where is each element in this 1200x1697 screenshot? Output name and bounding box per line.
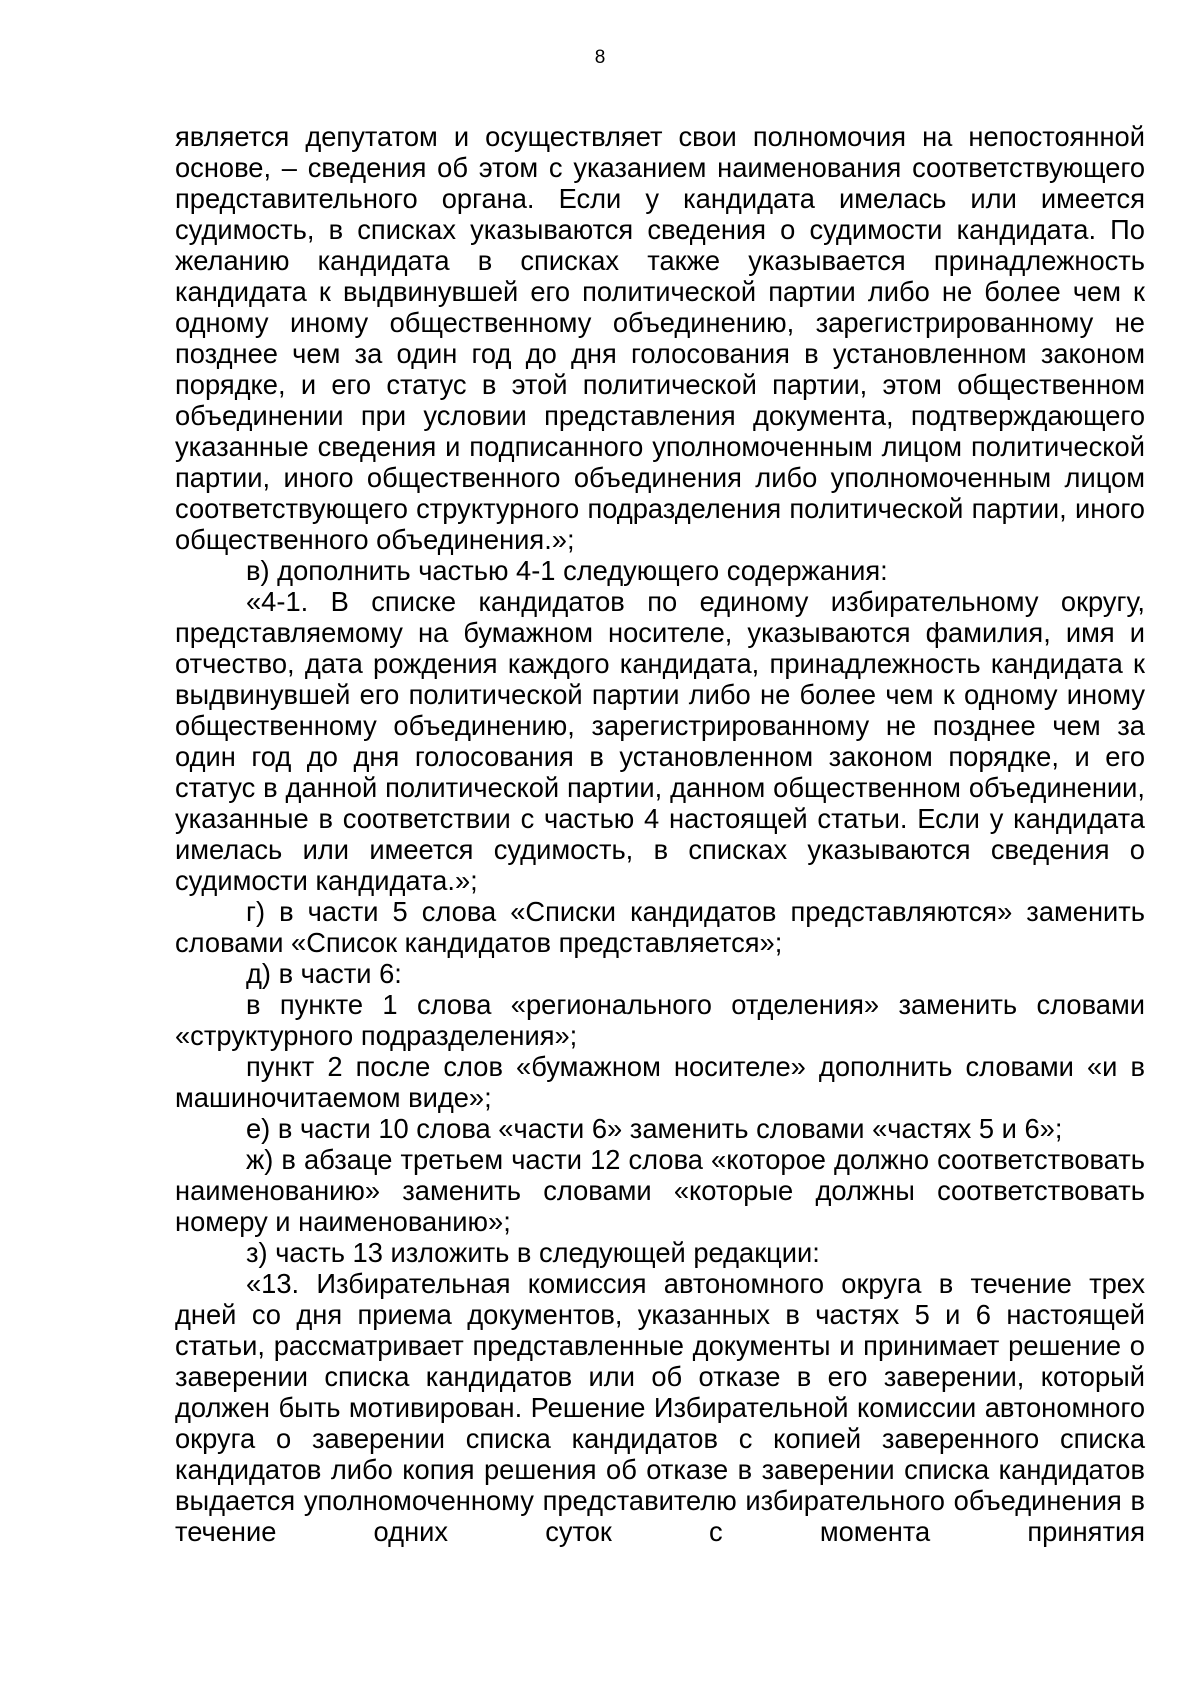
document-body xyxy=(175,121,1145,1547)
page-number: 8 xyxy=(594,47,606,68)
paragraph-item-zh: ж) в абзаце третьем части 12 слова «которое должно соответствовать наименованию» заменить словами «которые должны соответствовать номеру и наименованию»; xyxy=(175,1144,1145,1237)
paragraph-part-13: «13. Избирательная комиссия автономного округа в течение трех дней со дня приема документов, указанных в частях 5 и 6 настоящей статьи, рассматривает представленные документы и принимает решение о заверении списка кандидатов или об отказе в его заверении, который должен быть мотивирован. Решение Избирательной комиссии автономного округа о заверении списка кандидатов с копией заверенного списка кандидатов либо копия решения об отказе в заверении списка кандидатов выдается уполномоченному представителю избирательного объединения в течение одних суток с момента принятия xyxy=(175,1268,1145,1547)
paragraph-part-4-1: «4-1. В списке кандидатов по единому избирательному округу, представляемому на бумажном носителе, указываются фамилия, имя и отчество, дата рождения каждого кандидата, принадлежность кандидата к выдвинувшей его политической партии либо не более чем к одному иному общественному объединению, зарегистрированному не позднее чем за один год до дня голосования в установленном законом порядке, и его статус в данной политической партии, данном общественном объединении, указанные в соответствии с частью 4 настоящей статьи. Если у кандидата имелась или имеется судимость, в списках указываются сведения о судимости кандидата.»; xyxy=(175,586,1145,896)
paragraph-item-d: д) в части 6: xyxy=(246,958,402,989)
paragraph-item-g: г) в части 5 слова «Списки кандидатов представляются» заменить словами «Список кандидатов представляется»; xyxy=(175,896,1145,958)
paragraph-point-2: пункт 2 после слов «бумажном носителе» дополнить словами «и в машиночитаемом виде»; xyxy=(175,1051,1145,1113)
paragraph-point-1: в пункте 1 слова «регионального отделения» заменить словами «структурного подразделения»; xyxy=(175,989,1145,1051)
paragraph-item-e: е) в части 10 слова «части 6» заменить словами «частях 5 и 6»; xyxy=(246,1113,1063,1144)
paragraph-item-z: з) часть 13 изложить в следующей редакции: xyxy=(246,1237,820,1268)
paragraph-item-v: в) дополнить частью 4-1 следующего содержания: xyxy=(246,555,888,586)
paragraph-continuation-candidate-info: является депутатом и осуществляет свои полномочия на непостоянной основе, – сведения об этом с указанием наименования соответствующего представительного органа. Если у кандидата имелась или имеется судимость, в списках указываются сведения о судимости кандидата. По желанию кандидата в списках также указывается принадлежность кандидата к выдвинувшей его политической партии либо не более чем к одному иному общественному объединению, зарегистрированному не позднее чем за один год до дня голосования в установленном законом порядке, и его статус в этой политической партии, этом общественном объединении при условии представления документа, подтверждающего указанные сведения и подписанного уполномоченным лицом политической партии, иного общественного объединения либо уполномоченным лицом соответствующего структурного подразделения политической партии, иного общественного объединения.»; xyxy=(175,121,1145,555)
